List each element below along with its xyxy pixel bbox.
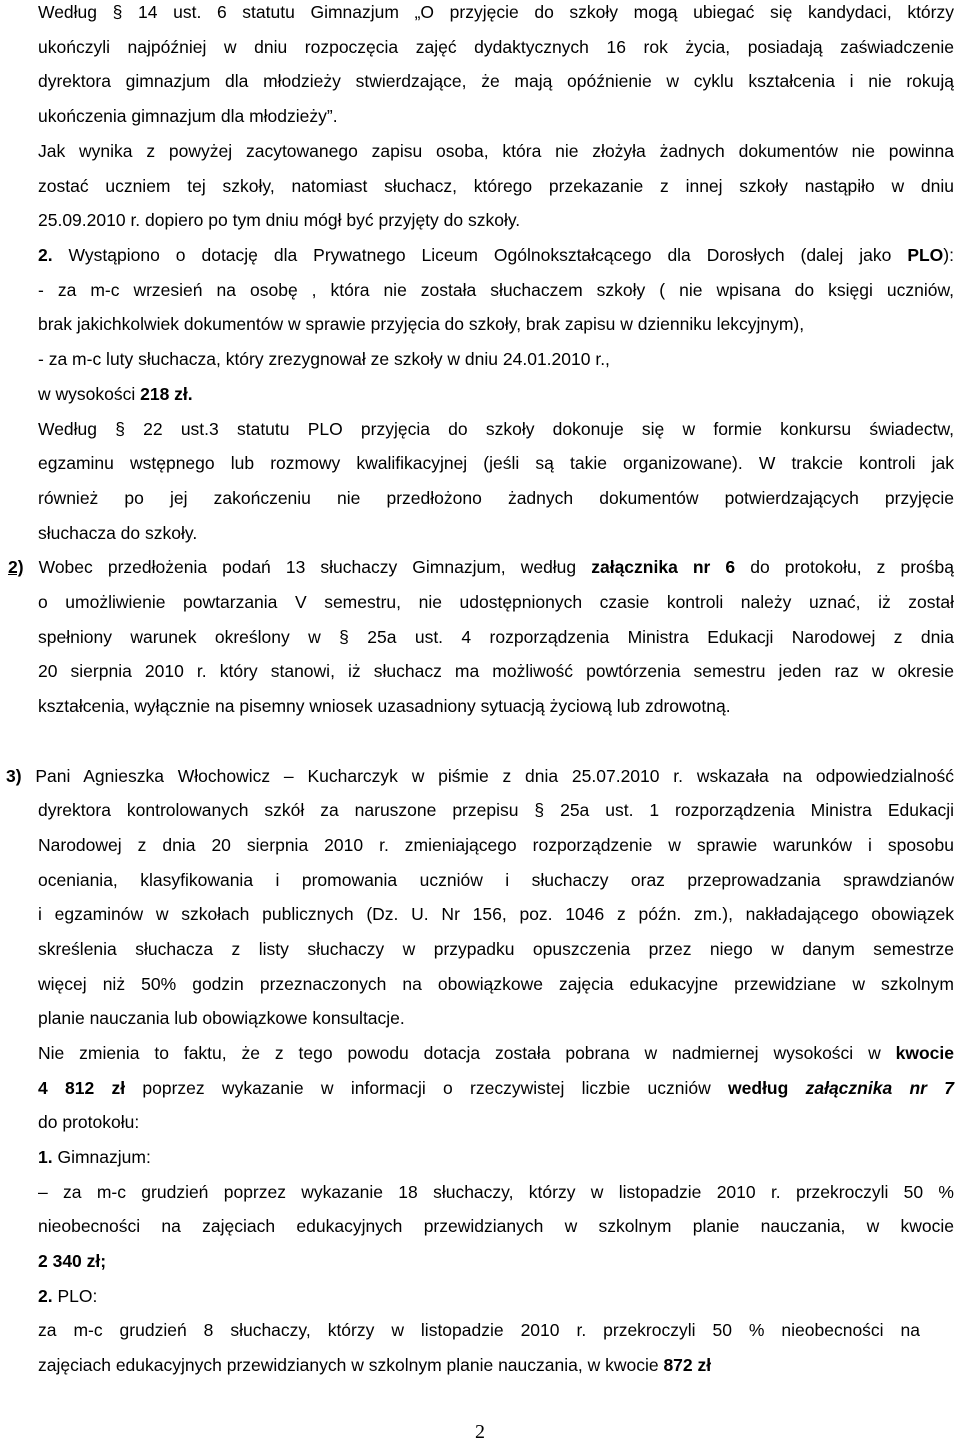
item-number: 2) xyxy=(8,557,24,577)
text-line: - za m-c luty słuchacza, który zrezygnował ze szkoły w dniu 24.01.2010 r., xyxy=(38,349,610,369)
text-line: Jak wynika z powyżej zacytowanego zapisu osoba, która nie złożyła żadnych dokumentów nie powinna xyxy=(38,141,954,161)
text-run: Wobec przedłożenia podań 13 słuchaczy Gimnazjum, według xyxy=(23,557,592,577)
text-line: dyrektora kontrolowanych szkół za naruszone przepisu § 25a ust. 1 rozporządzenia Ministra Edukacji xyxy=(38,800,954,820)
text-line: o umożliwienie powtarzania V semestru, nie udostępnionych czasie kontroli należy uznać, iż został xyxy=(38,592,954,612)
text-run: do protokołu, z prośbą xyxy=(735,557,954,577)
page-number: 2 xyxy=(475,1421,485,1443)
text-line: Według § 14 ust. 6 statutu Gimnazjum „O przyjęcie do szkoły mogą ubiegać się kandydaci, którzy xyxy=(38,2,954,22)
item-number: 2. xyxy=(38,245,53,265)
text-line: za m-c grudzień 8 słuchaczy, którzy w listopadzie 2010 r. przekroczyli 50 % nieobecności na xyxy=(38,1320,920,1340)
text-run: Wystąpiono o dotację dla Prywatnego Liceum Ogólnokształcącego dla Dorosłych (dalej jako xyxy=(52,245,908,265)
item-number: 3) xyxy=(6,766,22,786)
text-line: również po jej zakończeniu nie przedłożono żadnych dokumentów potwierdzających przyjęcie xyxy=(38,488,954,508)
text-run: PLO: xyxy=(52,1286,98,1306)
text-line: i egzaminów w szkołach publicznych (Dz. U. Nr 156, poz. 1046 z późn. zm.), nakładającego obowiązek xyxy=(38,904,954,924)
text-line: spełniony warunek określony w § 25a ust. 4 rozporządzenia Ministra Edukacji Narodowej z dnia xyxy=(38,627,954,647)
text-line: słuchacza do szkoły. xyxy=(38,523,198,543)
text-line: ukończyli najpóźniej w dniu rozpoczęcia zajęć dydaktycznych 16 rok życia, posiadają zaświadczenie xyxy=(38,37,954,57)
text-line: brak jakichkolwiek dokumentów w sprawie przyjęcia do szkoły, brak zapisu w dzienniku lekcyjnym), xyxy=(38,314,805,334)
amount: 872 zł xyxy=(663,1355,712,1375)
item-number: 1. xyxy=(38,1147,53,1167)
text-line: planie nauczania lub obowiązkowe konsultacje. xyxy=(38,1008,405,1028)
text-line: egzaminu wstępnego lub rozmowy kwalifikacyjnej (jeśli są takie organizowane). W trakcie kontroli jak xyxy=(38,453,954,473)
abbreviation: PLO xyxy=(907,245,944,265)
text-line: 25.09.2010 r. dopiero po tym dniu mógł być przyjęty do szkoły. xyxy=(38,210,521,230)
text-line: dyrektora gimnazjum dla młodzieży stwierdzające, że mają opóźnienie w cyklu kształcenia i nie rokują xyxy=(38,71,954,91)
text-run: kwocie xyxy=(895,1043,954,1063)
text-run: Pani Agnieszka Włochowicz – Kucharczyk w piśmie z dnia 25.07.2010 r. wskazała na odpowiedzialność xyxy=(21,766,954,786)
text-line: 20 sierpnia 2010 r. który stanowi, iż słuchacz ma możliwość powtórzenia semestru jeden raz w okresie xyxy=(38,661,954,681)
text-line: Według § 22 ust.3 statutu PLO przyjęcia do szkoły dokonuje się w formie konkursu świadectw, xyxy=(38,419,954,439)
text-line: skreślenia słuchacza z listy słuchaczy w przypadku opuszczenia przez niego w danym semestrze xyxy=(38,939,954,959)
text-line xyxy=(38,1146,151,1168)
text-line: nieobecności na zajęciach edukacyjnych przewidzianych w szkolnym planie nauczania, w kwocie xyxy=(38,1216,954,1236)
text-line: zostać uczniem tej szkoły, natomiast słuchacz, którego przekazanie z innej szkoły nastąpiło w dniu xyxy=(38,176,954,196)
text-run: według xyxy=(728,1078,789,1098)
text-run: Gimnazjum: xyxy=(52,1147,151,1167)
text-line: – za m-c grudzień poprzez wykazanie 18 słuchaczy, którzy w listopadzie 2010 r. przekroczyli 50 % xyxy=(38,1182,954,1202)
text-line xyxy=(38,244,954,266)
text-line xyxy=(8,556,954,578)
text-line: ukończenia gimnazjum dla młodzieży”. xyxy=(38,106,338,126)
text-line xyxy=(38,1042,954,1064)
text-line xyxy=(38,1354,711,1376)
text-run: . xyxy=(187,384,193,404)
text-line: - za m-c wrzesień na osobę , która nie została słuchaczem szkoły ( nie wpisana do księgi uczniów, xyxy=(38,280,954,300)
text-run: Nie zmienia to faktu, że z tego powodu dotacja została pobrana w nadmiernej wysokości w xyxy=(38,1043,896,1063)
amount: 2 340 zł; xyxy=(38,1251,107,1271)
text-line xyxy=(38,1077,954,1099)
attachment-reference: załącznika nr 6 xyxy=(591,557,736,577)
text-run: w wysokości xyxy=(38,384,141,404)
text-run: ): xyxy=(943,245,954,265)
text-line xyxy=(6,765,954,787)
text-line: kształcenia, wyłącznie na pisemny wniosek uzasadniony sytuacją życiową lub zdrowotną. xyxy=(38,696,731,716)
text-run: zajęciach edukacyjnych przewidzianych w szkolnym planie nauczania, w kwocie xyxy=(38,1355,664,1375)
text-line: do protokołu: xyxy=(38,1112,140,1132)
text-line: więcej niż 50% godzin przeznaczonych na obowiązkowe zajęcia edukacyjne przewidziane w szkolnym xyxy=(38,974,954,994)
item-number: 2. xyxy=(38,1286,53,1306)
text-run xyxy=(788,1078,805,1098)
text-run: poprzez wykazanie w informacji o rzeczywistej liczbie uczniów xyxy=(125,1078,729,1098)
attachment-reference: załącznika nr 7 xyxy=(805,1078,954,1098)
text-line xyxy=(38,1285,97,1307)
amount: 218 zł xyxy=(140,384,188,404)
text-line xyxy=(38,383,193,405)
amount: 4 812 zł xyxy=(38,1078,126,1098)
text-line: Narodowej z dnia 20 sierpnia 2010 r. zmieniającego rozporządzenie w sprawie warunków i sposobu xyxy=(38,835,954,855)
text-line: oceniania, klasyfikowania i promowania uczniów i słuchaczy oraz przeprowadzania sprawdzianów xyxy=(38,870,954,890)
